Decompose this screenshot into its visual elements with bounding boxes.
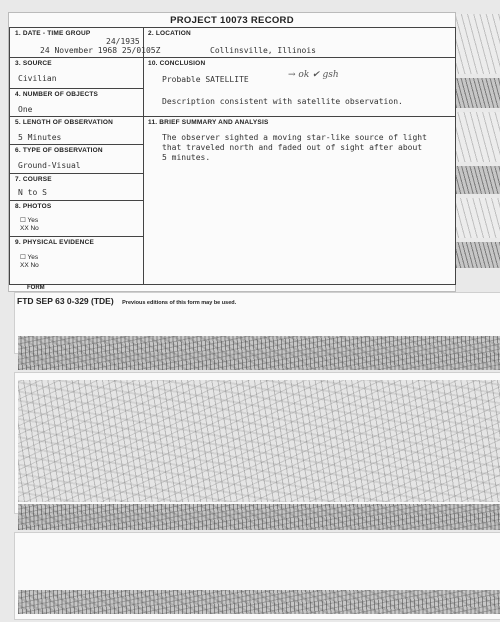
conclusion-value: Probable SATELLITE [162, 75, 249, 84]
card-edge [452, 112, 500, 162]
source-value: Civilian [18, 74, 57, 83]
project-record-form [8, 12, 456, 306]
type-of-observation-value: Ground-Visual [18, 161, 81, 170]
summary-line: that traveled north and faded out of sight after about [162, 143, 423, 152]
course-label: 7. COURSE [15, 176, 52, 183]
row-divider [10, 57, 455, 58]
conclusion-description: Description consistent with satellite observation. [162, 97, 403, 106]
row-divider [10, 88, 143, 89]
length-of-observation-label: 5. LENGTH OF OBSERVATION [15, 119, 113, 126]
location-label: 2. LOCATION [148, 30, 191, 37]
date-time-group-value-top: 24/1935 [106, 37, 140, 46]
date-time-group-label: 1. DATE - TIME GROUP [15, 30, 91, 37]
form-note: Previous editions of this form may be used. [122, 300, 237, 306]
course-value: N to S [18, 188, 47, 197]
location-value: Collinsville, Illinois [210, 46, 316, 55]
summary-line: 5 minutes. [162, 153, 211, 162]
date-time-group-value: 24 November 1968 25/0105Z [40, 46, 161, 55]
physical-evidence-label: 9. PHYSICAL EVIDENCE [15, 239, 95, 246]
card-edge [452, 242, 500, 268]
photos-yes-checkbox: ☐ Yes [20, 217, 39, 224]
card-edge [452, 198, 500, 238]
scan-noise-strip [18, 504, 500, 530]
form-footer [17, 291, 236, 309]
summary-label: 11. BRIEF SUMMARY AND ANALYSIS [148, 119, 269, 126]
number-of-objects-value: One [18, 105, 33, 114]
card-edge [452, 166, 500, 194]
length-of-observation-value: 5 Minutes [18, 133, 62, 142]
row-divider [10, 200, 143, 201]
card-edge [452, 78, 500, 108]
column-divider [143, 28, 144, 284]
photos-no-checkbox: XX No [20, 225, 39, 232]
physical-evidence-yes-checkbox: ☐ Yes [20, 254, 39, 261]
summary-line: The observer sighted a moving star-like source of light [162, 133, 427, 142]
number-of-objects-label: 4. NUMBER OF OBJECTS [15, 91, 99, 98]
form-code: FTD SEP 63 0-329 (TDE) [17, 296, 114, 306]
scan-noise-strip [18, 590, 500, 614]
row-divider [10, 173, 143, 174]
scan-noise-strip [18, 336, 500, 370]
physical-evidence-no-checkbox: XX No [20, 262, 39, 269]
row-divider [10, 144, 143, 145]
card-edge [452, 14, 500, 74]
conclusion-label: 10. CONCLUSION [148, 60, 206, 67]
source-label: 3. SOURCE [15, 60, 52, 67]
handwritten-annotation: → ok ✔ gsh [288, 70, 339, 80]
form-title: PROJECT 10073 RECORD [170, 15, 294, 26]
photos-label: 8. PHOTOS [15, 203, 52, 210]
row-divider [10, 116, 455, 117]
form-grid [9, 27, 456, 285]
form-label: FORM [27, 285, 45, 291]
type-of-observation-label: 6. TYPE OF OBSERVATION [15, 147, 103, 154]
row-divider [10, 236, 143, 237]
scan-noise-strip [18, 380, 500, 502]
